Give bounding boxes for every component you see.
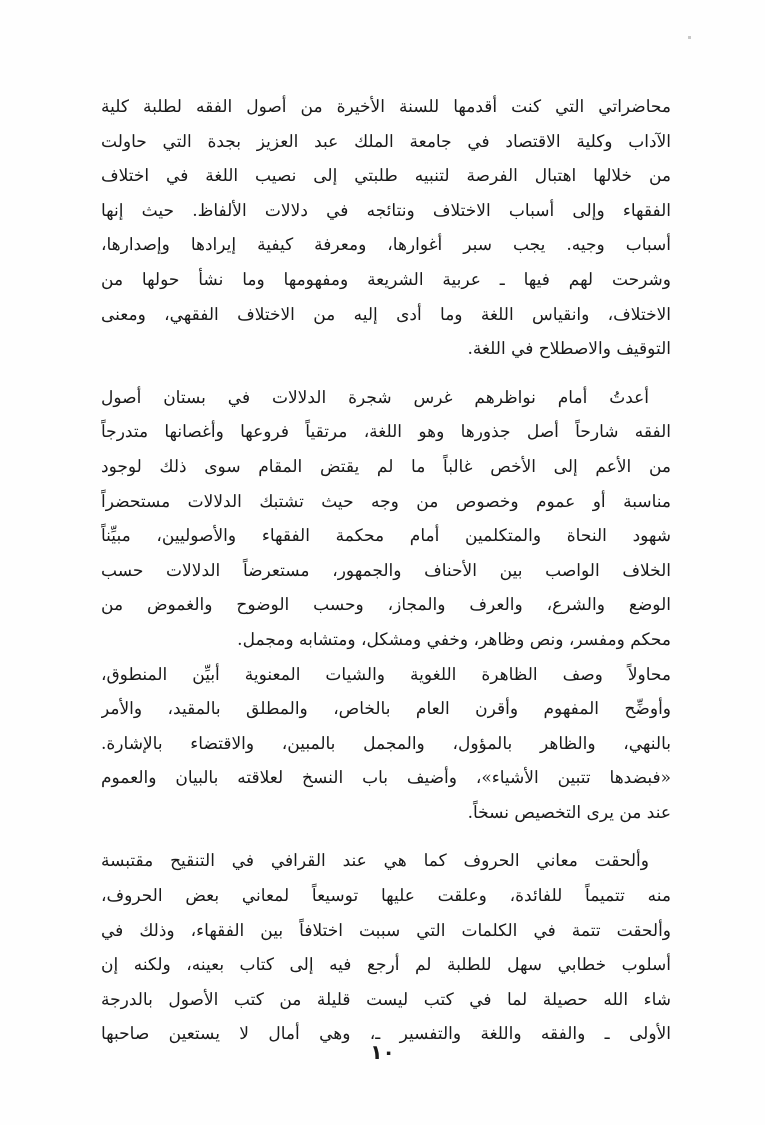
text-line: من خلالها اهتبال الفرصة لتنبيه طلبتي إلى نصيب اللغة في اختلاف — [101, 166, 671, 187]
text-line: منه تتميماً للفائدة، وعلقت عليها توسيعاً لمعاني بعض الحروف، — [101, 886, 671, 907]
text-line: الفقهاء وإلى أسباب الاختلاف ونتائجه في دلالات الألفاظ. حيث إنها — [101, 200, 671, 221]
text-line: الاختلاف، وانقياس اللغة وما أدى إليه من الاختلاف الفقهي، ومعنى — [101, 304, 671, 325]
paragraph-1 — [101, 90, 671, 367]
text-line: شاء الله حصيلة لما في كتب ليست قليلة من كتب الأصول بالدرجة — [101, 989, 671, 1010]
text-line: من الأعم إلى الأخص غالباً ما لم يقتض المقام سوى ذلك لوجود — [101, 456, 671, 477]
text-line: بالنهي، والظاهر بالمؤول، والمجمل بالمبين، والاقتضاء بالإشارة. — [101, 733, 671, 754]
text-line: وشرحت لهم فيها ـ عربية الشريعة ومفهومها وما نشأ حولها من — [101, 269, 671, 290]
text-line: الفقه شارحاً أصل جذورها وهو اللغة، مرتقياً فروعها وأغصانها متدرجاً — [101, 422, 671, 443]
text-line: أسلوب خطابي سهل للطلبة لم أرجع فيه إلى كتاب بعينه، ولكنه إن — [101, 955, 671, 976]
text-line: وأوضِّح المفهوم وأقرن العام بالخاص، والمطلق بالمقيد، والأمر — [101, 699, 671, 720]
paragraph-spacer — [101, 367, 671, 381]
scan-speck — [688, 36, 691, 39]
text-line: الآداب وكلية الاقتصاد في جامعة الملك عبد العزيز بجدة التي حاولت — [101, 131, 671, 152]
text-line: الوضع والشرع، والعرف والمجاز، وحسب الوضوح والغموض من — [101, 595, 671, 616]
text-line: وألحقت تتمة في الكلمات التي سببت اختلافاً بين الفقهاء، وذلك في — [101, 920, 671, 941]
page-number: ١٠ — [370, 1040, 395, 1064]
text-line: «فبضدها تتبين الأشياء»، وأضيف باب النسخ لعلاقته بالبيان والعموم — [101, 768, 671, 789]
text-line: شهود النحاة والمتكلمين أمام محكمة الفقهاء والأصوليين، مبيِّناً — [101, 526, 671, 547]
text-line: أعدتُ أمام نواظرهم غرس شجرة الدلالات في بستان أصول — [101, 387, 649, 408]
text-line: الخلاف الواصب بين الأحناف والجمهور، مستعرضاً الدلالات حسب — [101, 560, 671, 581]
text-line: محاضراتي التي كنت أقدمها للسنة الأخيرة من أصول الفقه لطلبة كلية — [101, 97, 671, 117]
text-line: أسباب وجيه. يجب سبر أغوارها، ومعرفة كيفية إيرادها وإصدارها، — [101, 235, 671, 256]
text-line: الأولى ـ والفقه واللغة والتفسير ـ، وهي أمال لا يستعين صاحبها — [101, 1024, 671, 1045]
text-line: وألحقت معاني الحروف كما هي عند القرافي في التنقيح مقتبسة — [101, 851, 649, 872]
text-line: التوقيف والاصطلاح في اللغة. — [467, 339, 671, 360]
body-text — [101, 90, 671, 1052]
text-line: عند من يرى التخصيص نسخاً. — [467, 802, 671, 823]
text-line: محكم ومفسر، ونص وظاهر، وخفي ومشكل، ومتشابه ومجمل. — [237, 629, 671, 650]
paragraph-2 — [101, 381, 671, 831]
paragraph-spacer — [101, 830, 671, 844]
paragraph-3 — [101, 844, 671, 1052]
text-line: محاولاً وصف الظاهرة اللغوية والشيات المعنوية أبيِّن المنطوق، — [101, 664, 671, 685]
text-line: مناسبة أو عموم وخصوص من وجه حيث تشتبك الدلالات مستحضراً — [101, 491, 671, 512]
